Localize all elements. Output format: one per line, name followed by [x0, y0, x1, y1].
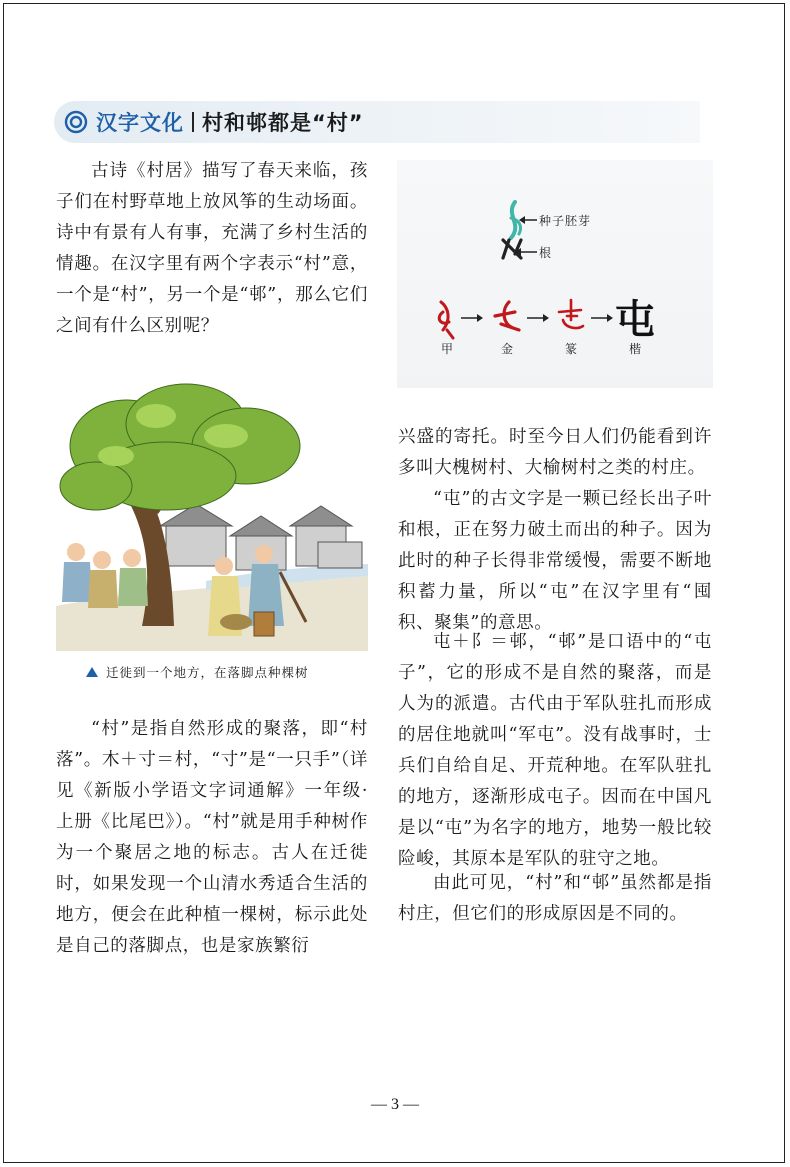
heading-category: 汉字文化 [96, 111, 184, 135]
script-label-bronze: 金 [501, 342, 514, 356]
paragraph-cun-variant: 屯＋阝＝邨，“邨”是口语中的“屯子”，它的形成不是自然的聚落，而是人为的派遣。古代由于军队驻扎而形成的居住地就叫“军屯”。没有战事时，士兵们自给自足、开荒种地。在军队驻扎的地方，逐渐形成屯子。因而在中国凡是以“屯”为名字的地方，地势一般比较险峻，其原本是军队的驻守之地。 [398, 632, 712, 869]
double-circle-icon [64, 110, 88, 134]
sprout-glyph [503, 202, 537, 258]
arrow-2 [527, 314, 549, 322]
arrow-1 [461, 314, 483, 322]
sprout-label: 种子胚芽 [539, 214, 592, 228]
paragraph-tun: “屯”的古文字是一颗已经长出子叶和根，正在努力破土而出的种子。因为此时的种子长得非常缓慢，需要不断地积蓄力量，所以“屯”在汉字里有“囤积、聚集”的意思。 [398, 489, 712, 633]
script-label-seal: 篆 [565, 342, 578, 356]
paragraph-cun-continued: 兴盛的寄托。时至今日人们仍能看到许多叫大槐树村、大榆树村之类的村庄。 [398, 427, 712, 478]
caption-text: 迁徙到一个地方，在落脚点种棵树 [106, 665, 309, 680]
section-heading [54, 101, 700, 143]
arrow-3 [591, 314, 613, 322]
seal-script-glyph [559, 300, 583, 328]
script-label-oracle: 甲 [441, 342, 454, 356]
paragraph-conclusion: 由此可见，“村”和“邨”虽然都是指村庄，但它们的形成原因是不同的。 [398, 873, 712, 924]
page-number: — 3 — [371, 1096, 419, 1113]
heading-separator [192, 112, 194, 132]
oracle-script-glyph [439, 302, 453, 338]
script-label-regular: 楷 [629, 342, 642, 356]
character-evolution-figure [397, 160, 713, 388]
villagers-tree-illustration [56, 376, 368, 651]
paragraph-intro: 古诗《村居》描写了春天来临，孩子们在村野草地上放风筝的生动场面。诗中有景有人有事，充满了乡村生活的情趣。在汉字里有两个字表示“村”意，一个是“村”，另一个是“邨”，那么它们之间有什么区别呢？ [56, 161, 368, 336]
heading-title: 村和邨都是“村” [202, 111, 364, 135]
illustration-caption [86, 663, 376, 681]
root-label: 根 [539, 246, 553, 260]
triangle-marker-icon [86, 667, 98, 677]
regular-script-glyph: 屯 [615, 296, 655, 343]
seated-villagers [62, 543, 148, 608]
paragraph-cun: “村”是指自然形成的聚落，即“村落”。木＋寸＝村，“寸”是“一只手”（详见《新版小学语文字词通解》一年级·上册《比尾巴》）。“村”就是用手种树作为一个聚居之地的标志。古人在迁徙时，如果发现一个山清水秀适合生活的地方，便会在此种植一棵树，标示此处是自己的落脚点，也是家族繁衍 [56, 719, 368, 956]
bronze-script-glyph [495, 302, 519, 330]
